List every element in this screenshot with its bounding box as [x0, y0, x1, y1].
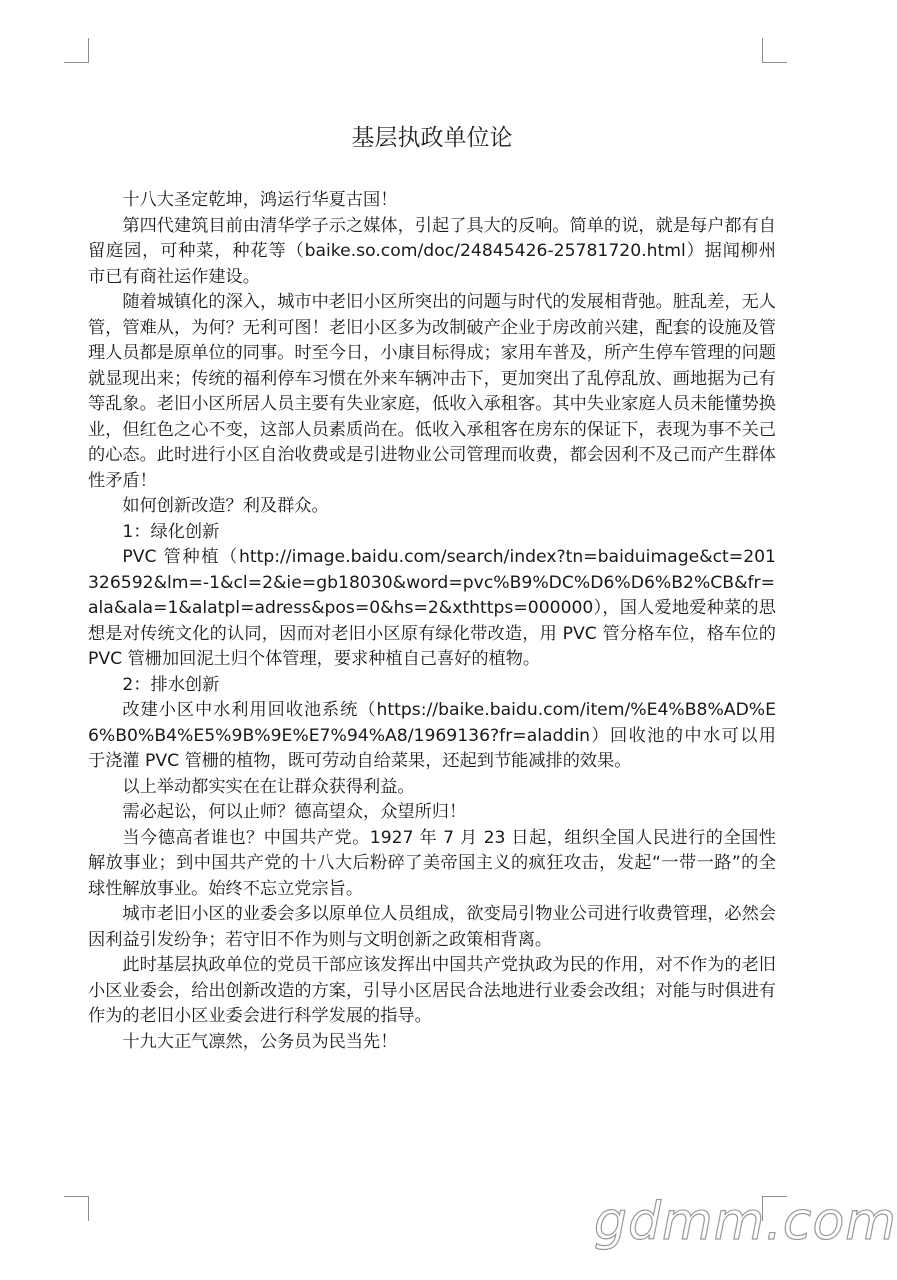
paragraph: 需必起讼，何以止师？德高望众，众望所归！: [122, 802, 467, 822]
paragraph: 改建小区中水利用回收池系统（https://baike.baidu.com/item/%E4%B8%AD%E6%B0%B4%E5%9B%9E%E7%94%A8/1969136?fr=aladdin）回收池的中水可以用于浇灌 PVC 管栅的植物，既可劳动自给菜果，还起到节能减排的效果。: [88, 700, 776, 771]
paragraph: 当今德高者谁也？中国共产党。1927 年 7 月 23 日起，组织全国人民进行的全国性解放事业；到中国共产党的十八大后粉碎了美帝国主义的疯狂攻击，发起“一带一路”的全球性解放事业。始终不忘立党宗旨。: [88, 827, 776, 899]
section-heading: 2：排水创新: [122, 674, 220, 695]
paragraph: 城市老旧小区的业委会多以原单位人员组成，欲变局引物业公司进行收费管理，必然会因利益引发纷争；若守旧不作为则与文明创新之政策相背离。: [88, 904, 776, 950]
page-corner-mark-top-right: [762, 38, 787, 63]
paragraph: 如何创新改造？利及群众。: [122, 496, 329, 516]
page-corner-mark-bottom-left: [64, 1196, 89, 1221]
document-body: [88, 188, 776, 1055]
paragraph: 第四代建筑目前由清华学子示之媒体，引起了具大的反响。简单的说，就是每户都有自留庭园，可种菜，种花等（baike.so.com/doc/24845426-25781720.html）据闻柳州市已有商社运作建设。: [88, 215, 776, 287]
paragraph: 十八大圣定乾坤，鸿运行华夏古国！: [122, 190, 398, 210]
paragraph: 此时基层执政单位的党员干部应该发挥出中国共产党执政为民的作用，对不作为的老旧小区业委会，给出创新改造的方案，引导小区居民合法地进行业委会改组；对能与时俱进有作为的老旧小区业委会进行科学发展的指导。: [88, 955, 776, 1026]
paragraph: 随着城镇化的深入，城市中老旧小区所突出的问题与时代的发展相背弛。脏乱差，无人管，管难从，为何？无利可图！老旧小区多为改制破产企业于房改前兴建，配套的设施及管理人员都是原单位的同事。时至今日，小康目标得成；家用车普及，所产生停车管理的问题就显现出来；传统的福利停车习惯在外来车辆冲击下，更加突出了乱停乱放、画地据为己有等乱象。老旧小区所居人员主要有失业家庭，低收入承租客。其中失业家庭人员未能懂势换业，但红色之心不变，这部人员素质尚在。低收入承租客在房东的保证下，表现为事不关己的心态。此时进行小区自治收费或是引进物业公司管理而收费，都会因利不及己而产生群体性矛盾！: [88, 292, 776, 491]
paragraph: 以上举动都实实在在让群众获得利益。: [122, 776, 415, 797]
paragraph: 十九大正气凛然，公务员为民当先！: [122, 1031, 398, 1052]
page-corner-mark-top-left: [64, 38, 89, 63]
section-heading: 1：绿化创新: [122, 521, 220, 542]
page-title: 基层执政单位论: [351, 125, 513, 151]
paragraph: PVC 管种植（http://image.baidu.com/search/index?tn=baiduimage&ct=201326592&lm=-1&cl=2&ie=gb18030&word=pvc%B9%DC%D6%D6%B2%CB&fr=ala&ala=1&alatpl=adress&pos=0&hs=2&xthttps=000000），国人爱地爱种菜的思想是对传统文化的认同，因而对老旧小区原有绿化带改造，用 PVC 管分格车位，格车位的 PVC 管栅加回泥土归个体管理，要求种植自己喜好的植物。: [88, 547, 776, 669]
watermark: gdmm.com: [594, 1192, 897, 1252]
